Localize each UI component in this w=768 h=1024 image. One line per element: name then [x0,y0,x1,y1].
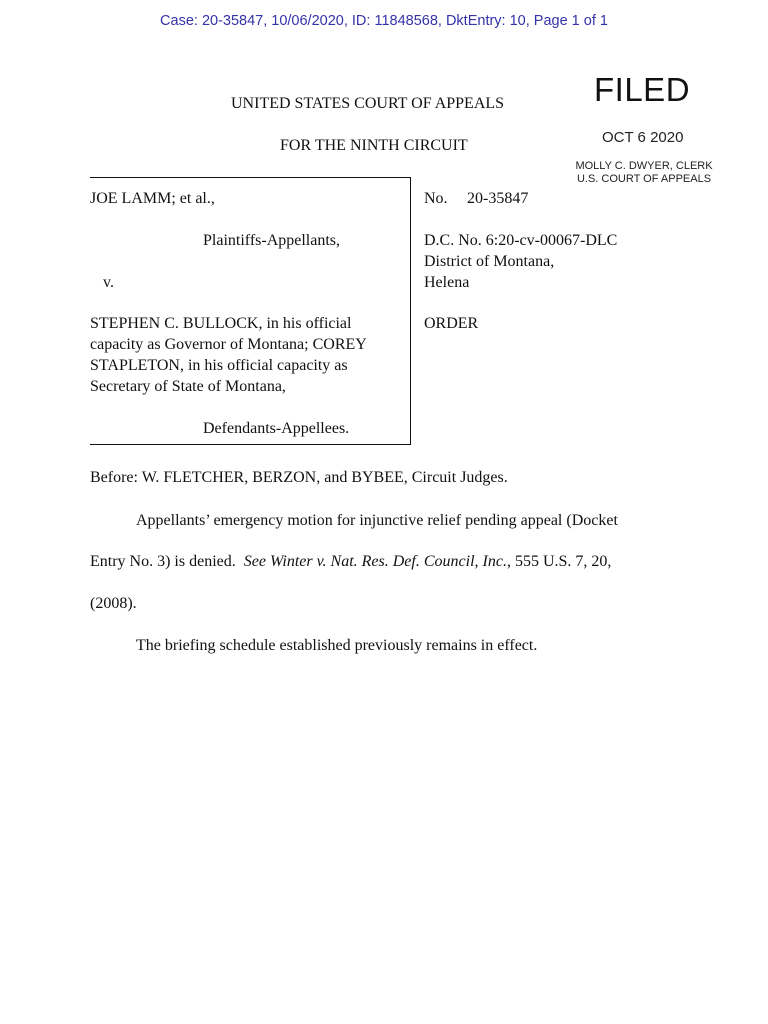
defendants-line: capacity as Governor of Montana; COREY [90,336,367,353]
citation-reporter: , 555 U.S. 7, 20, [506,553,612,570]
district-division: Helena [424,274,470,291]
order-para1-line3: (2008). [90,595,137,612]
docket-header-stamp: Case: 20-35847, 10/06/2020, ID: 11848568, DktEntry: 10, Page 1 of 1 [160,13,608,29]
panel-judges: Before: W. FLETCHER, BERZON, and BYBEE, Circuit Judges. [90,469,508,486]
filed-stamp-date: OCT 6 2020 [602,129,684,146]
circuit-name: FOR THE NINTH CIRCUIT [280,137,468,154]
order-para1-line1: Appellants’ emergency motion for injunctive relief pending appeal (Docket [136,512,618,529]
order-para2: The briefing schedule established previously remains in effect. [136,637,538,654]
defendants-line: STEPHEN C. BULLOCK, in his official [90,315,352,332]
versus: v. [103,274,114,291]
case-number-label: No. [424,190,448,207]
clerk-office: U.S. COURT OF APPEALS [576,173,712,185]
case-citation: See Winter v. Nat. Res. Def. Council, Inc. [243,553,507,570]
defendants-line: STAPLETON, in his official capacity as [90,357,348,374]
case-number: 20-35847 [467,190,529,207]
plaintiffs-role: Plaintiffs-Appellants, [203,232,341,249]
defendants-role: Defendants-Appellees. [203,420,350,437]
filed-stamp-clerk [556,160,732,186]
plaintiffs-name: JOE LAMM; et al., [90,190,215,207]
court-name: UNITED STATES COURT OF APPEALS [231,95,505,112]
order-para1-line2 [90,553,611,571]
document-type: ORDER [424,315,479,332]
clerk-name: MOLLY C. DWYER, CLERK [575,160,713,172]
district-court-info [424,230,617,293]
defendants-names [90,313,367,397]
district-name: District of Montana, [424,253,555,270]
defendants-line: Secretary of State of Montana, [90,378,286,395]
case-caption-box [90,177,411,445]
dc-number: D.C. No. 6:20-cv-00067-DLC [424,232,618,249]
filed-stamp-label: FILED [594,71,691,108]
order-ruling: Entry No. 3) is denied. [90,553,236,570]
